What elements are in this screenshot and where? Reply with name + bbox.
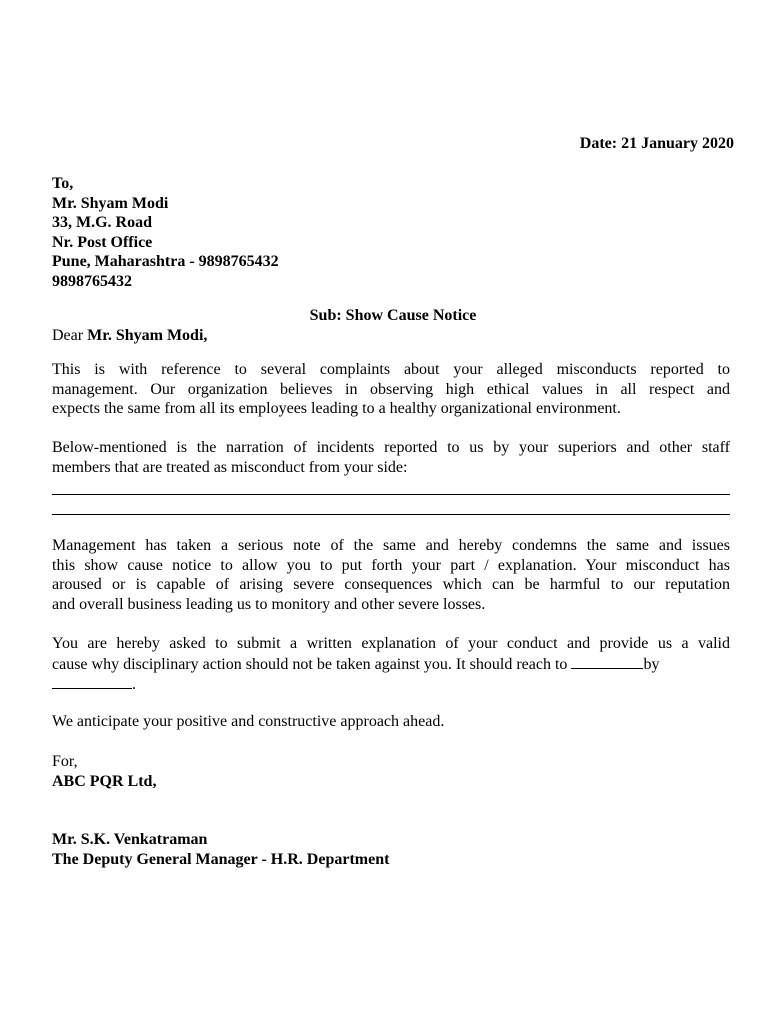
address-line-1: 33, M.G. Road	[52, 214, 152, 232]
closing	[52, 752, 156, 792]
paragraph-line: This is with reference to several complaints about your alleged misconducts reported to	[52, 361, 730, 378]
deadline-recipient-blank	[571, 654, 643, 669]
paragraph-line: members that are treated as misconduct from your side:	[52, 458, 408, 476]
address-to: To,	[52, 175, 74, 192]
letter-date: Date: 21 January 2020	[579, 135, 734, 152]
paragraph-line: aroused or is capable of arising severe consequences which can be harmful to our reputation	[52, 576, 730, 594]
signatory-title: The Deputy General Manager - H.R. Department	[52, 851, 390, 868]
salutation	[52, 326, 207, 346]
address-line-3: Pune, Maharashtra - 9898765432	[52, 253, 279, 271]
paragraph-line: and overall business leading us to monitory and other severe losses.	[52, 595, 486, 613]
paragraph-line: You are hereby asked to submit a written explanation of your conduct and provide us a valid	[52, 635, 730, 652]
company-name: ABC PQR Ltd,	[52, 773, 157, 790]
signatory-name: Mr. S.K. Venkatraman	[52, 831, 208, 848]
deadline-date-blank	[52, 674, 132, 689]
recipient-address	[52, 174, 279, 292]
paragraph-line	[52, 654, 730, 675]
paragraph-management-note	[52, 536, 730, 614]
closing-for: For,	[52, 753, 78, 770]
salutation-prefix: Dear	[52, 327, 88, 344]
deadline-period: .	[132, 676, 136, 694]
paragraph-line: management. Our organization believes in observing high ethical values in all respect and	[52, 380, 730, 398]
address-line-2: Nr. Post Office	[52, 233, 153, 251]
letter-page	[52, 0, 734, 1024]
paragraph-explanation-request	[52, 634, 730, 695]
paragraph-line: Management has taken a serious note of the same and hereby condemns the same and issues	[52, 537, 730, 554]
paragraph-line: this show cause notice to allow you to put forth your part / explanation. Your misconduct has	[52, 556, 730, 574]
address-line-4: 9898765432	[52, 272, 132, 290]
deadline-by: by	[643, 655, 660, 673]
incident-blank-line-2	[52, 514, 730, 515]
paragraph-line: expects the same from all its employees leading to a healthy organizational environment.	[52, 400, 621, 418]
paragraph-line: We anticipate your positive and constructive approach ahead.	[52, 713, 445, 730]
paragraph-line: Below-mentioned is the narration of incidents reported to us by your superiors and other staff	[52, 439, 730, 456]
paragraph-incidents-intro	[52, 438, 730, 477]
paragraph-anticipation	[52, 712, 730, 732]
paragraph-reference	[52, 360, 730, 419]
incident-blank-line-1	[52, 494, 730, 495]
paragraph-line	[52, 674, 730, 695]
recipient-name: Mr. Shyam Modi	[52, 194, 169, 212]
letter-subject: Sub: Show Cause Notice	[309, 307, 477, 324]
signature-block	[52, 830, 389, 870]
deadline-text: cause why disciplinary action should not be taken against you. It should reach to	[52, 655, 572, 673]
salutation-name: Mr. Shyam Modi,	[87, 327, 208, 344]
